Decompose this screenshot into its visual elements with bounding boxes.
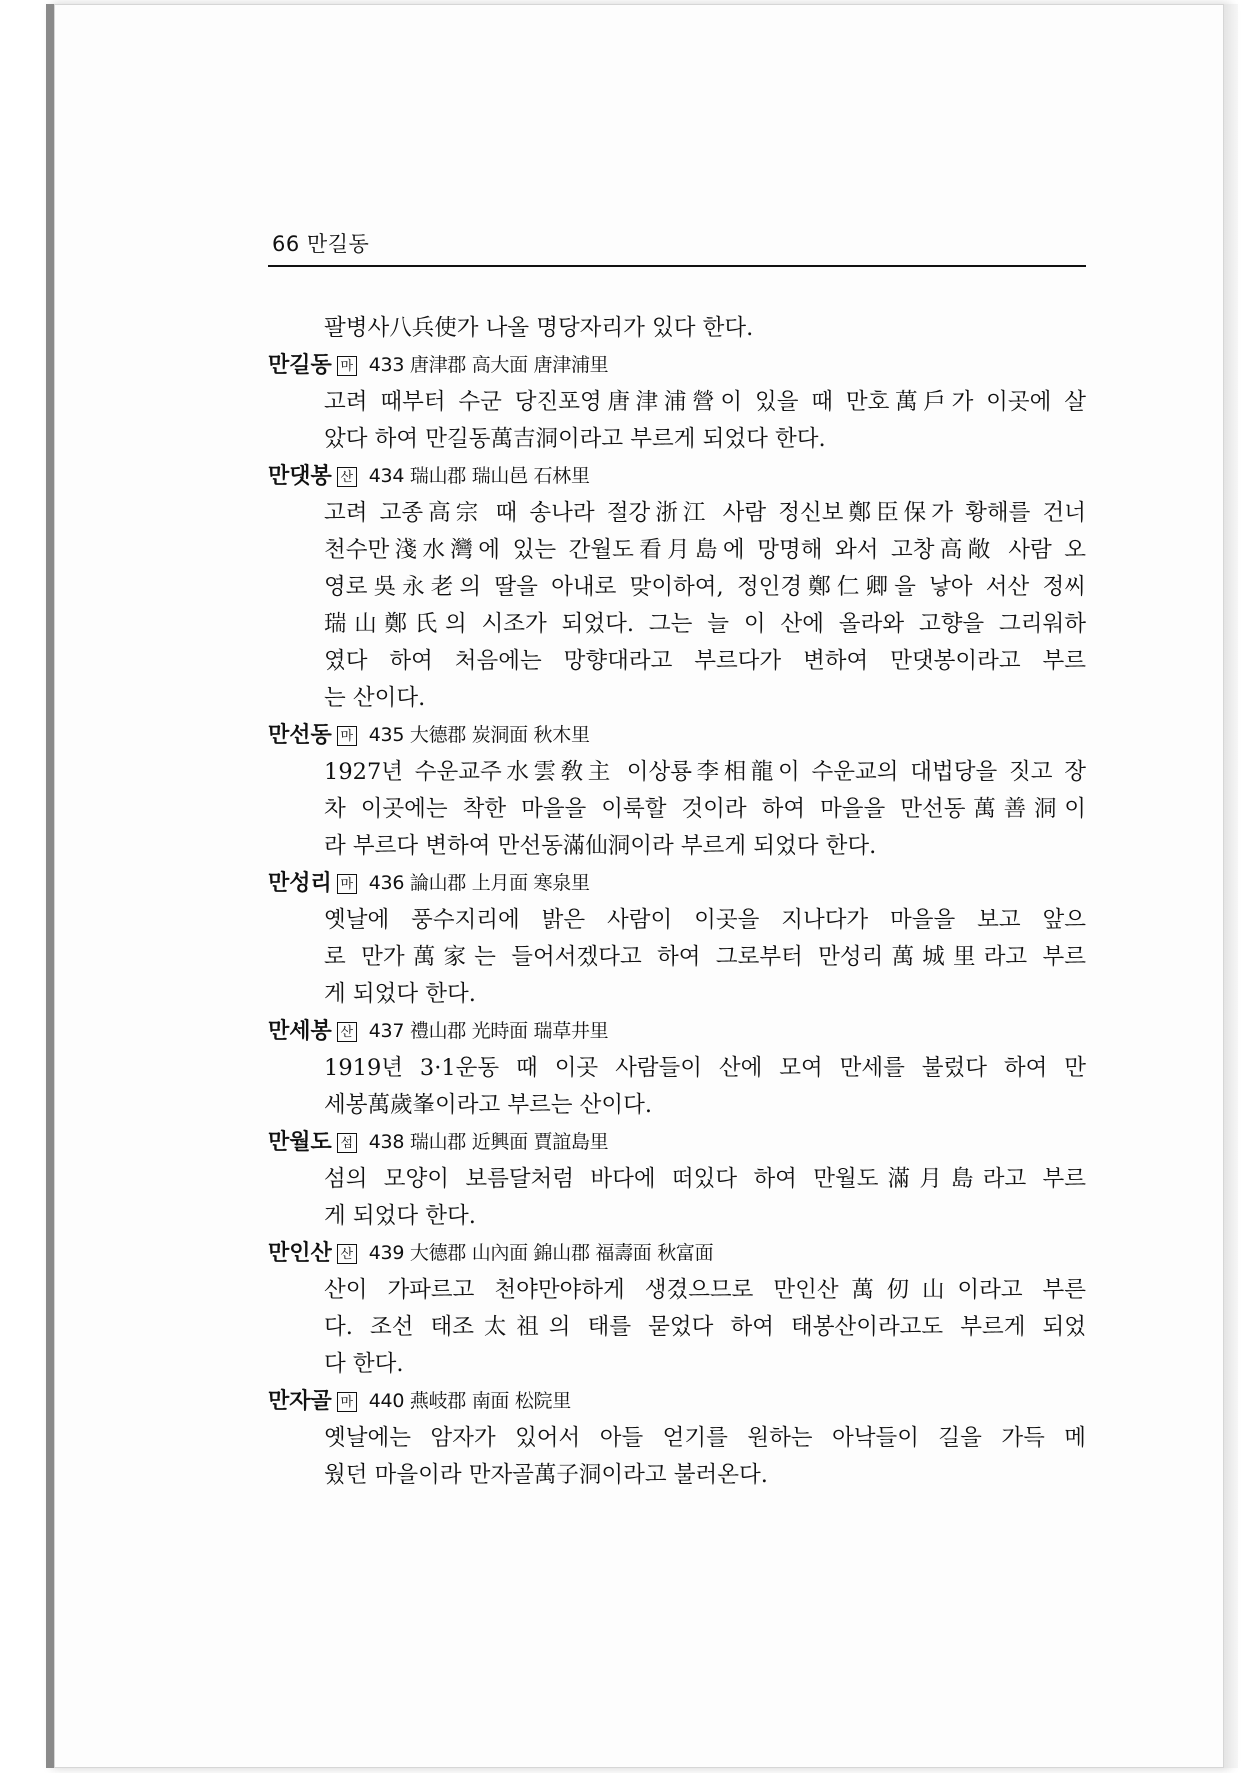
entry-type-badge: 마 — [337, 726, 357, 746]
entry-heading — [268, 1383, 1086, 1420]
entry-location: 435 大德郡 炭洞面 秋木里 — [368, 724, 590, 746]
entry-type-badge: 마 — [337, 356, 357, 376]
entry-type-badge: 산 — [337, 1022, 357, 1042]
entry-heading — [268, 347, 1086, 384]
entry-body-line: 았다 하여 만길동萬吉洞이라고 부르게 되었다 한다. — [324, 426, 826, 452]
header-rule — [268, 265, 1086, 267]
entry-term: 만선동 — [268, 723, 332, 748]
entry-term: 만월도 — [268, 1130, 332, 1155]
entry-body-line: 라 부르다 변하여 만선동滿仙洞이라 부르게 되었다 한다. — [324, 833, 877, 859]
entry-heading — [268, 1013, 1086, 1050]
entry-location: 434 瑞山郡 瑞山邑 石林里 — [368, 465, 590, 487]
entry-type-badge: 산 — [337, 1244, 357, 1264]
entry-heading — [268, 458, 1086, 495]
entry-body-line: 산이 가파르고 천야만야하게 생겼으므로 만인산萬仞山이라고 부른 — [324, 1277, 1086, 1303]
entry-body-line: 세봉萬歲峯이라고 부르는 산이다. — [324, 1092, 653, 1118]
entry-body-line: 섬의 모양이 보름달처럼 바다에 떠있다 하여 만월도滿月島라고 부르 — [324, 1166, 1086, 1192]
entry-body-line: 옛날에는 암자가 있어서 아들 얻기를 원하는 아낙들이 길을 가득 메 — [324, 1425, 1086, 1451]
entry-term: 만세봉 — [268, 1019, 332, 1044]
entry-location: 440 燕岐郡 南面 松院里 — [368, 1390, 571, 1412]
entry-term: 만인산 — [268, 1241, 332, 1266]
entry-location: 436 論山郡 上月面 寒泉里 — [368, 872, 590, 894]
dictionary-content — [268, 310, 1086, 1494]
running-header-text — [268, 228, 1086, 258]
running-header — [268, 228, 1086, 267]
entry-term: 만댓봉 — [268, 464, 332, 489]
entry-body-line: 다. 조선 태조太祖의 태를 묻었다 하여 태봉산이라고도 부르게 되었 — [324, 1314, 1086, 1340]
entry-body-line: 영로吳永老의 딸을 아내로 맞이하여, 정인경鄭仁卿을 낳아 서산 정씨 — [324, 574, 1086, 600]
entry-body-line: 게 되었다 한다. — [324, 981, 476, 1007]
entry-term: 만자골 — [268, 1389, 332, 1414]
entry-heading — [268, 717, 1086, 754]
continuation-line: 팔병사八兵使가 나올 명당자리가 있다 한다. — [324, 315, 754, 341]
entry-body-line: 고려 고종高宗 때 송나라 절강浙江 사람 정신보鄭臣保가 황해를 건너 — [324, 500, 1086, 526]
entry-body-line: 차 이곳에는 착한 마을을 이룩할 것이라 하여 마을을 만선동萬善洞이 — [324, 796, 1086, 822]
entry-type-badge: 섬 — [337, 1133, 357, 1153]
entry-body-line: 였다 하여 처음에는 망향대라고 부르다가 변하여 만댓봉이라고 부르 — [324, 648, 1086, 674]
entry-body-line: 1919년 3·1운동 때 이곳 사람들이 산에 모여 만세를 불렀다 하여 만 — [324, 1055, 1086, 1081]
page-number: 66 — [272, 232, 300, 256]
entry-term: 만성리 — [268, 871, 332, 896]
entry-location: 433 唐津郡 高大面 唐津浦里 — [368, 354, 609, 376]
entry-body-line: 는 산이다. — [324, 685, 426, 711]
entry-type-badge: 마 — [337, 874, 357, 894]
entry-body-line: 고려 때부터 수군 당진포영唐津浦營이 있을 때 만호萬戶가 이곳에 살 — [324, 389, 1086, 415]
entry-body-line: 1927년 수운교주水雲敎主 이상룡李相龍이 수운교의 대법당을 짓고 장 — [324, 759, 1086, 785]
entry-type-badge: 마 — [337, 1392, 357, 1412]
entry-body-line: 옛날에 풍수지리에 밝은 사람이 이곳을 지나다가 마을을 보고 앞으 — [324, 907, 1086, 933]
entry-body-line: 로 만가萬家는 들어서겠다고 하여 그로부터 만성리萬城里라고 부르 — [324, 944, 1086, 970]
entry-type-badge: 산 — [337, 467, 357, 487]
header-title: 만길동 — [306, 232, 370, 256]
entry-body-line: 웠던 마을이라 만자골萬子洞이라고 불러온다. — [324, 1462, 768, 1488]
entry-body-line: 瑞山鄭氏의 시조가 되었다. 그는 늘 이 산에 올라와 고향을 그리워하 — [324, 611, 1086, 637]
entry-heading — [268, 1124, 1086, 1161]
entry-term: 만길동 — [268, 353, 332, 378]
entry-body-line: 다 한다. — [324, 1351, 404, 1377]
entry-body-line: 천수만淺水灣에 있는 간월도看月島에 망명해 와서 고창高敞 사람 오 — [324, 537, 1086, 563]
entry-location: 437 禮山郡 光時面 瑞草井里 — [368, 1020, 609, 1042]
entry-location: 439 大德郡 山內面 錦山郡 福壽面 秋富面 — [368, 1242, 714, 1264]
entry-heading — [268, 1235, 1086, 1272]
entry-body-line: 게 되었다 한다. — [324, 1203, 476, 1229]
entry-heading — [268, 865, 1086, 902]
entry-location: 438 瑞山郡 近興面 賈誼島里 — [368, 1131, 609, 1153]
